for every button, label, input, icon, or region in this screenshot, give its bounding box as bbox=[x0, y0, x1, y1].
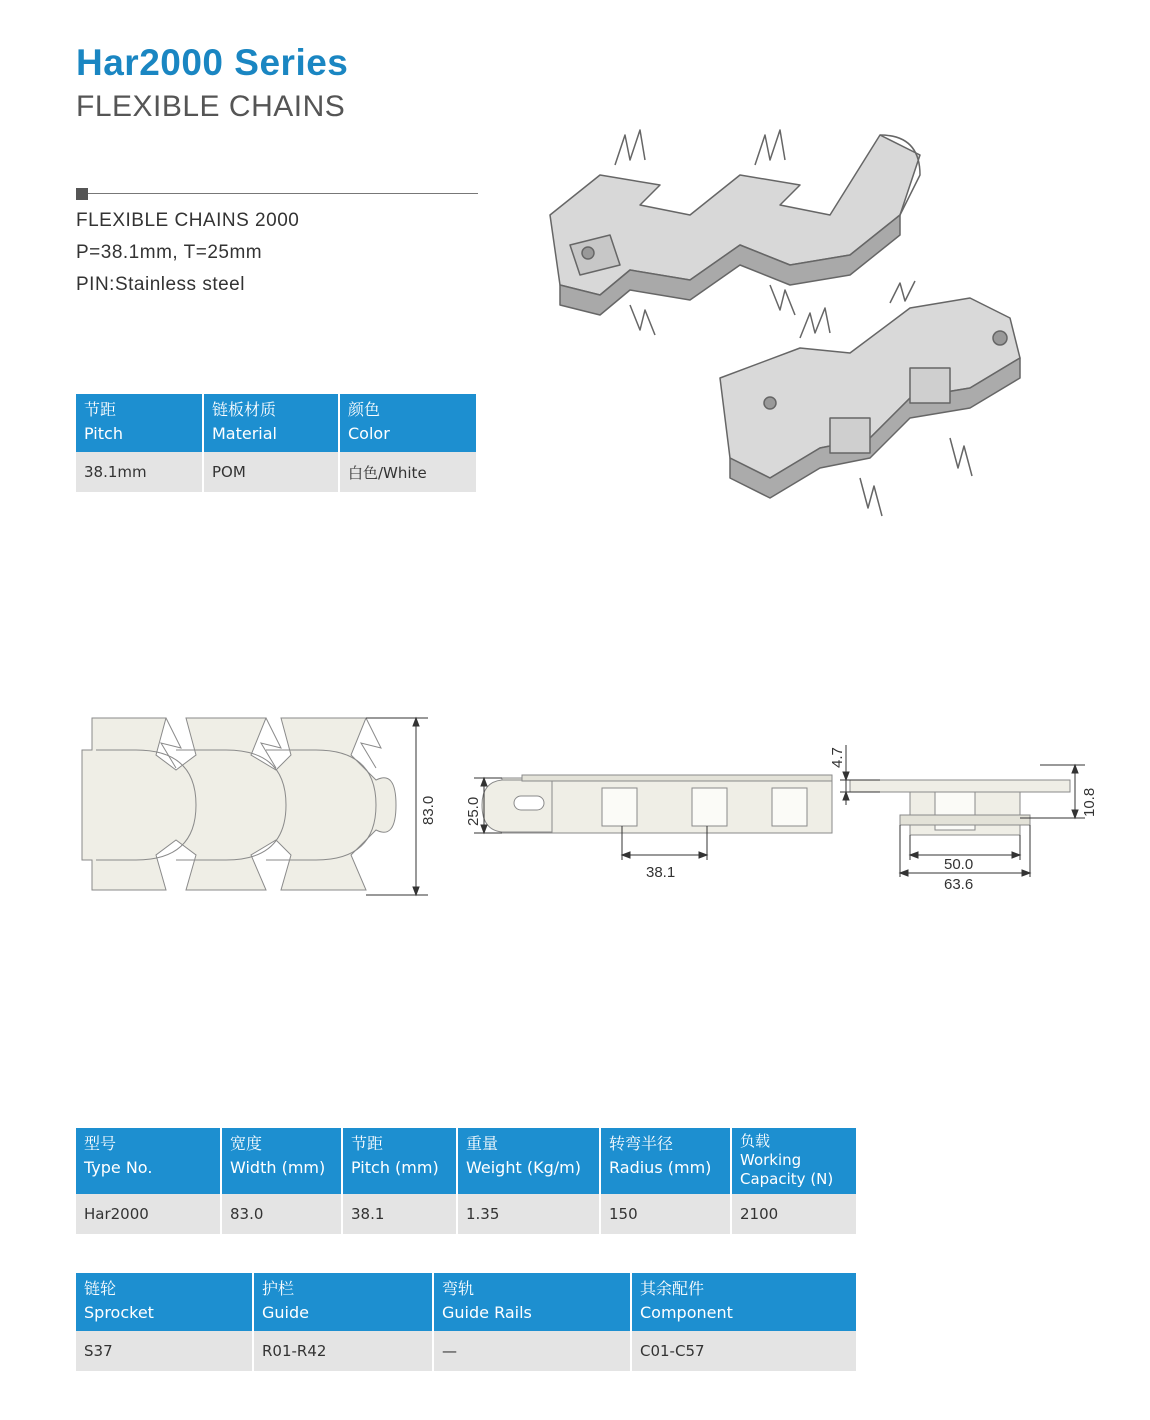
header-component: 其余配件 Component bbox=[631, 1273, 856, 1331]
header-working-capacity: 负载 Working Capacity (N) bbox=[731, 1128, 856, 1194]
specification-table bbox=[76, 1128, 856, 1234]
pitch-material-table bbox=[76, 394, 476, 492]
page-subtitle: FLEXIBLE CHAINS bbox=[76, 90, 346, 123]
cell-color: 白色/White bbox=[339, 452, 476, 492]
section-divider bbox=[88, 193, 478, 194]
header-guide-rails: 弯轨 Guide Rails bbox=[433, 1273, 631, 1331]
header-pitch: 节距 Pitch bbox=[76, 394, 203, 452]
header-guide: 护栏 Guide bbox=[253, 1273, 433, 1331]
section-marker bbox=[76, 188, 88, 200]
header-sprocket: 链轮 Sprocket bbox=[76, 1273, 253, 1331]
accessories-table bbox=[76, 1273, 856, 1371]
dim-outer-width: 63.6 bbox=[944, 876, 974, 893]
header-width: 宽度 Width (mm) bbox=[221, 1128, 342, 1194]
cell-guide-rails: — bbox=[433, 1331, 631, 1371]
chain-3d-bottom-image bbox=[710, 278, 1070, 528]
spec-line-pitch: P=38.1mm, T=25mm bbox=[76, 242, 263, 263]
dim-pitch: 38.1 bbox=[646, 864, 676, 881]
cell-pitch: 38.1mm bbox=[76, 452, 203, 492]
cell-radius: 150 bbox=[600, 1194, 731, 1234]
cell-component: C01-C57 bbox=[631, 1331, 856, 1371]
side-view-drawing bbox=[462, 760, 842, 890]
plan-view-drawing bbox=[76, 710, 446, 905]
header-radius: 转弯半径 Radius (mm) bbox=[600, 1128, 731, 1194]
spec-line-pin: PIN:Stainless steel bbox=[76, 274, 245, 295]
cell-pitch: 38.1 bbox=[342, 1194, 457, 1234]
cell-weight: 1.35 bbox=[457, 1194, 600, 1234]
header-color: 颜色 Color bbox=[339, 394, 476, 452]
header-weight: 重量 Weight (Kg/m) bbox=[457, 1128, 600, 1194]
page-title: Har2000 Series bbox=[76, 42, 349, 83]
spec-line-name: FLEXIBLE CHAINS 2000 bbox=[76, 210, 300, 231]
dim-plan-height: 83.0 bbox=[420, 795, 437, 825]
end-view-drawing bbox=[820, 735, 1110, 895]
dim-end-height: 10.8 bbox=[1081, 787, 1098, 817]
dim-top-thickness: 4.7 bbox=[829, 747, 846, 768]
header-material: 链板材质 Material bbox=[203, 394, 339, 452]
cell-material: POM bbox=[203, 452, 339, 492]
cell-type-no: Har2000 bbox=[76, 1194, 221, 1234]
cell-working-capacity: 2100 bbox=[731, 1194, 856, 1234]
cell-sprocket: S37 bbox=[76, 1331, 253, 1371]
header-type-no: 型号 Type No. bbox=[76, 1128, 221, 1194]
cell-width: 83.0 bbox=[221, 1194, 342, 1234]
cell-guide: R01-R42 bbox=[253, 1331, 433, 1371]
dim-side-height: 25.0 bbox=[465, 796, 482, 826]
dim-inner-width: 50.0 bbox=[944, 856, 974, 873]
header-pitch: 节距 Pitch (mm) bbox=[342, 1128, 457, 1194]
